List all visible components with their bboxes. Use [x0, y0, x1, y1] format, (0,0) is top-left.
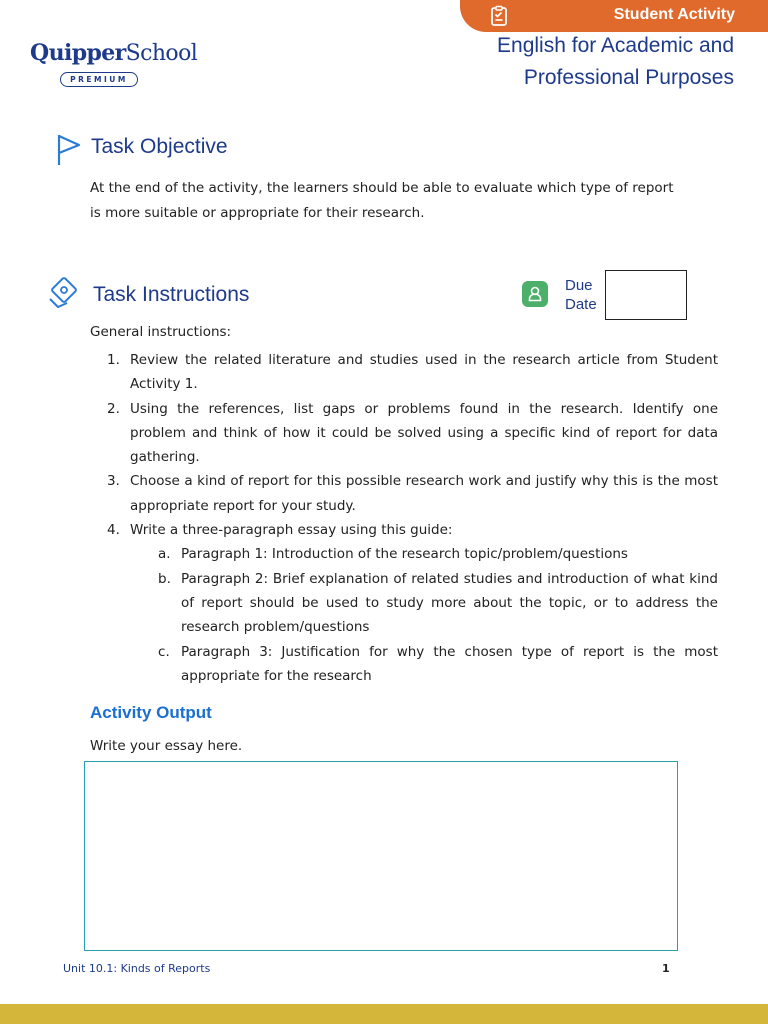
- course-title: [420, 30, 734, 94]
- essay-answer-box[interactable]: [84, 761, 678, 951]
- quipper-school-logo: [30, 40, 197, 66]
- essay-guide-item: Paragraph 2: Brief explanation of related studies and introduction of what kind of report should be used to study more about the topic, or to address the research problem/questions: [181, 570, 718, 636]
- page-number: 1: [662, 962, 670, 975]
- essay-prompt: Write your essay here.: [90, 738, 243, 754]
- task-objective-title: Task Objective: [91, 135, 228, 158]
- activity-output-title: Activity Output: [90, 703, 212, 722]
- logo-light-text: School: [125, 41, 198, 66]
- instruction-step-text: Write a three-paragraph essay using this guide:: [130, 522, 453, 539]
- clipboard-check-icon: [488, 5, 510, 27]
- logo-bold-text: Quipper: [30, 40, 126, 66]
- due-label-line1: Due: [565, 277, 593, 294]
- instruction-step: Choose a kind of report for this possible research work and justify why this is the most appropriate report for your study.: [130, 473, 718, 514]
- footer-bar: [0, 1004, 768, 1024]
- general-instructions-label: General instructions:: [90, 324, 232, 340]
- flag-icon: [56, 133, 82, 167]
- due-date-label: [565, 276, 605, 314]
- premium-badge: PREMIUM: [60, 72, 138, 87]
- person-icon: [522, 281, 548, 307]
- essay-guide-item: Paragraph 3: Justification for why the chosen type of report is the most appropriate for the research: [181, 643, 718, 684]
- student-activity-label: Student Activity: [613, 6, 735, 23]
- puzzle-hand-icon: [47, 277, 81, 311]
- footer-unit-label: Unit 10.1: Kinds of Reports: [63, 962, 211, 975]
- course-title-line2: Professional Purposes: [523, 66, 734, 89]
- due-date-field[interactable]: [605, 270, 687, 320]
- instruction-step: Review the related literature and studies used in the research article from Student Activity 1.: [130, 352, 718, 393]
- instruction-step: Using the references, list gaps or problems found in the research. Identify one problem and think of how it could be solved using a specific kind of report for data gathering.: [130, 400, 718, 466]
- essay-guide-list: [130, 542, 718, 688]
- essay-guide-item: Paragraph 1: Introduction of the research topic/problem/questions: [181, 546, 628, 563]
- task-objective-text: At the end of the activity, the learners should be able to evaluate which type of report is more suitable or appropriate for their research.: [90, 180, 674, 221]
- course-title-line1: English for Academic and: [497, 34, 734, 57]
- due-date-badge: [522, 281, 548, 307]
- due-label-line2: Date: [565, 296, 597, 313]
- instruction-steps: [90, 348, 718, 688]
- task-instructions-title: Task Instructions: [93, 283, 250, 306]
- instruction-step: [130, 518, 718, 688]
